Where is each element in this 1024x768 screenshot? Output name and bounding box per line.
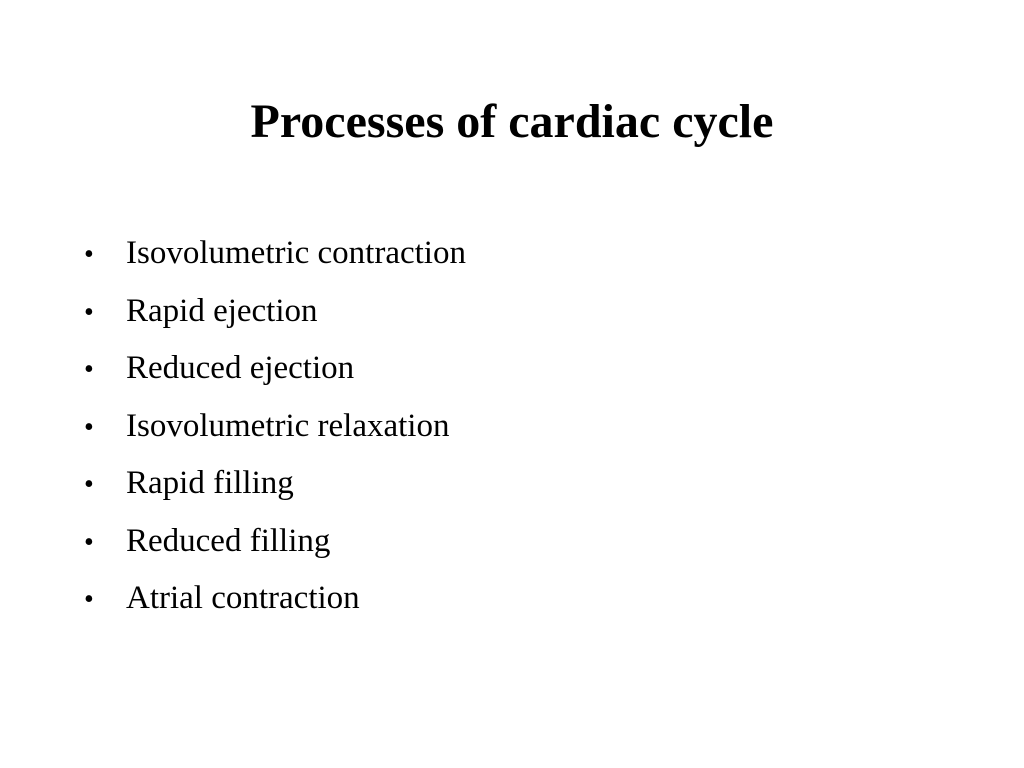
bullet-item <box>84 345 466 403</box>
bullet-icon: • <box>84 584 94 615</box>
slide-title: Processes of cardiac cycle <box>250 95 774 148</box>
bullet-item <box>84 403 466 461</box>
bullet-icon: • <box>84 411 94 443</box>
bullet-item <box>84 460 466 518</box>
bullet-text: Reduced filling <box>126 522 331 559</box>
bullet-icon: • <box>84 296 94 328</box>
bullet-item <box>84 230 466 288</box>
bullet-text: Rapid filling <box>126 465 294 501</box>
bullet-icon: • <box>84 354 94 385</box>
bullet-text: Reduced ejection <box>126 350 355 386</box>
bullet-item <box>84 518 466 576</box>
bullet-item <box>84 575 466 633</box>
bullet-icon: • <box>84 526 94 558</box>
bullet-text: Isovolumetric contraction <box>126 235 466 271</box>
bullet-icon: • <box>84 239 94 270</box>
bullet-text: Rapid ejection <box>126 292 318 329</box>
bullet-icon: • <box>84 469 94 500</box>
bullet-text: Isovolumetric relaxation <box>126 407 450 444</box>
bullet-list <box>84 230 466 633</box>
bullet-text: Atrial contraction <box>126 580 360 616</box>
bullet-item <box>84 288 466 346</box>
